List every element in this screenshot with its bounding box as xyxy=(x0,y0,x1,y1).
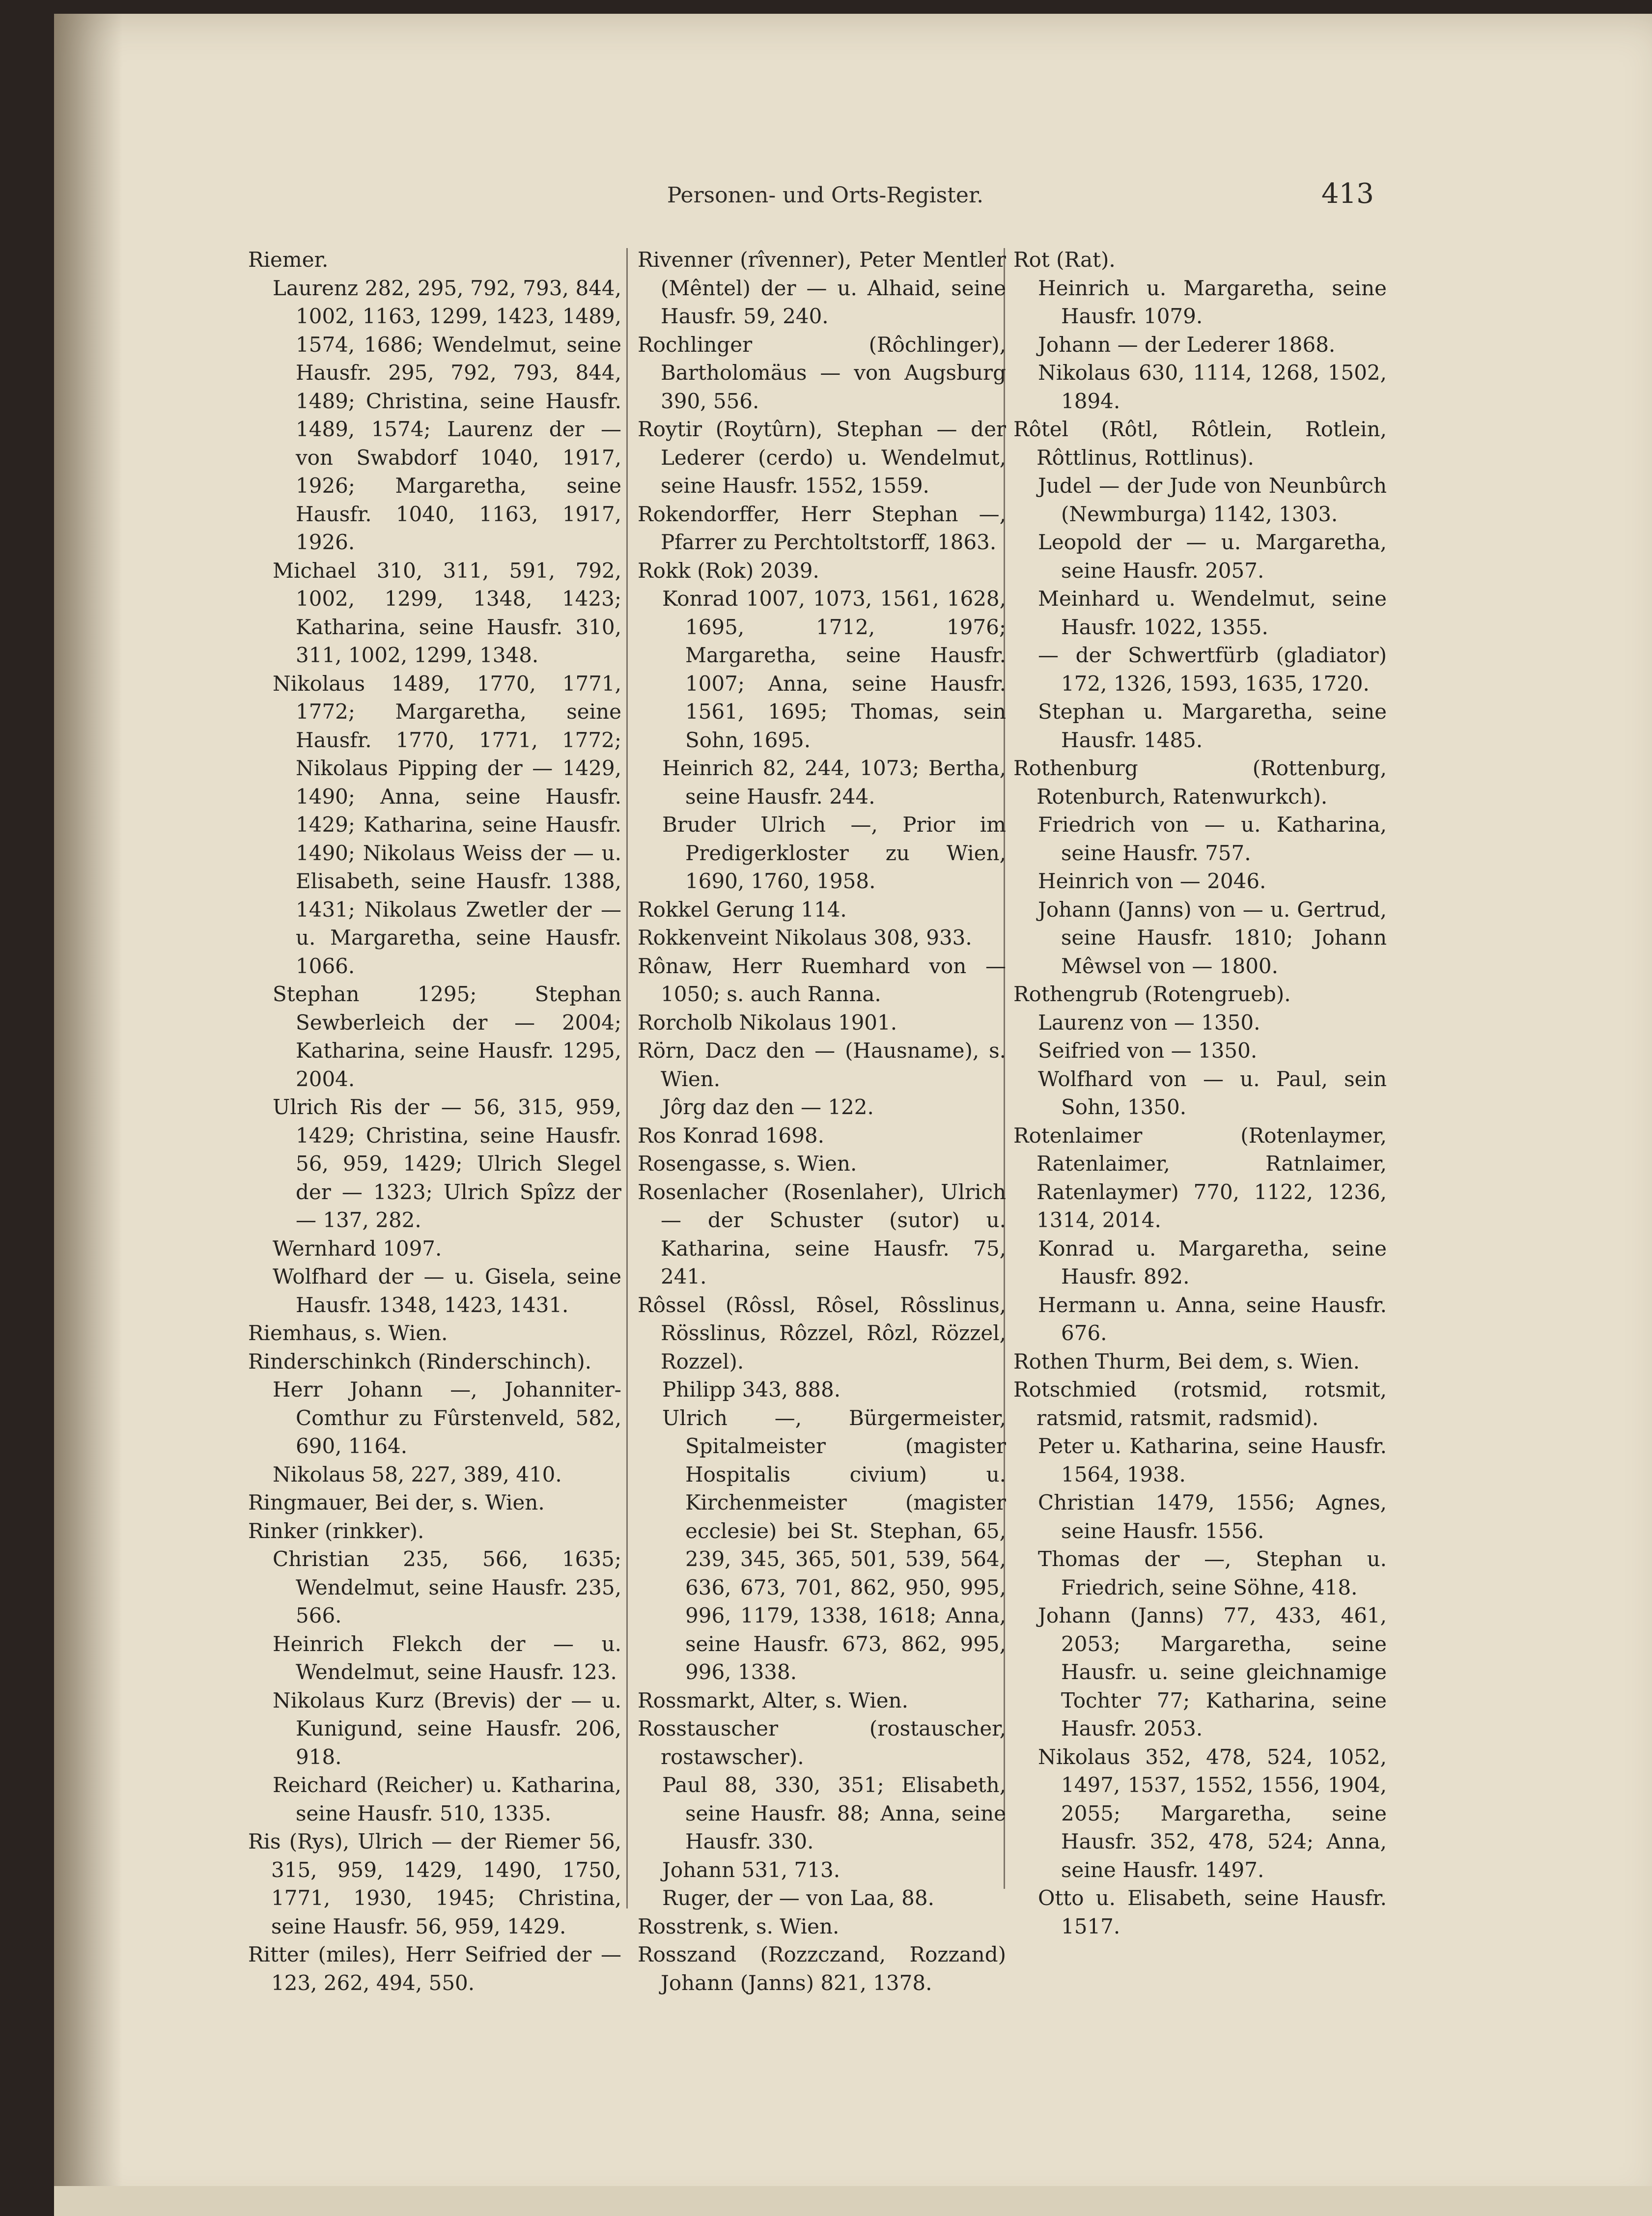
register-subentry: Christian 235, 566, 1635; Wendelmut, seine Hausfr. 235, 566. xyxy=(273,1547,621,1627)
register-subentry: Paul 88, 330, 351; Elisabeth, seine Hausfr. 88; Anna, seine Hausfr. 330. xyxy=(662,1773,1006,1853)
register-subentry: Bruder Ulrich —, Prior im Predigerkloster zu Wien, 1690, 1760, 1958. xyxy=(662,813,1006,893)
register-headword-entry: Riemhaus, s. Wien. xyxy=(248,1321,448,1345)
register-column-1 xyxy=(248,246,621,1997)
register-subentry: Laurenz von — 1350. xyxy=(1038,1010,1260,1035)
register-subentry: Nikolaus 1489, 1770, 1771, 1772; Margaretha, seine Hausfr. 1770, 1771, 1772; Nikolaus Pipping der — 1429, 1490; Anna, seine Hausfr. 1429; Katharina, seine Hausfr. 1490; Nikolaus Weiss der — u. Elisabeth, seine Hausfr. 1388, 1431; Nikolaus Zwetler der — u. Margaretha, seine Hausfr. 1066. xyxy=(273,671,621,978)
register-subentry: Otto u. Elisabeth, seine Hausfr. 1517. xyxy=(1038,1886,1387,1938)
register-headword-entry: Ros Konrad 1698. xyxy=(638,1123,824,1148)
register-subentry: Nikolaus Kurz (Brevis) der — u. Kunigund, seine Hausfr. 206, 918. xyxy=(273,1688,621,1769)
register-subentry: Heinrich 82, 244, 1073; Bertha, seine Hausfr. 244. xyxy=(662,756,1006,809)
register-subentry: — der Schwertfürb (gladiator) 172, 1326, 1593, 1635, 1720. xyxy=(1038,643,1387,696)
register-subentry: Thomas der —, Stephan u. Friedrich, seine Söhne, 418. xyxy=(1038,1547,1387,1599)
register-headword-entry: Rokendorffer, Herr Stephan —, Pfarrer zu Perchtoltstorff, 1863. xyxy=(638,502,1006,554)
register-subentry: Wernhard 1097. xyxy=(273,1236,442,1261)
register-headword-entry: Rothen Thurm, Bei dem, s. Wien. xyxy=(1013,1349,1360,1374)
register-headword-entry: Rosstauscher (rostauscher, rostawscher). xyxy=(638,1716,1006,1769)
register-subentry: Philipp 343, 888. xyxy=(662,1377,841,1402)
register-headword-entry: Rorcholb Nikolaus 1901. xyxy=(638,1010,897,1035)
register-headword-entry: Ringmauer, Bei der, s. Wien. xyxy=(248,1490,545,1515)
register-subentry: Johann (Janns) von — u. Gertrud, seine Hausfr. 1810; Johann Mêwsel von — 1800. xyxy=(1038,897,1387,978)
register-subentry: Jôrg daz den — 122. xyxy=(662,1095,874,1119)
register-subentry: Wolfhard von — u. Paul, sein Sohn, 1350. xyxy=(1038,1066,1387,1119)
register-subentry: Nikolaus 58, 227, 389, 410. xyxy=(273,1462,562,1487)
register-headword-entry: Rinderschinkch (Rinderschinch). xyxy=(248,1349,592,1374)
register-subentry: Hermann u. Anna, seine Hausfr. 676. xyxy=(1038,1292,1387,1345)
register-column-2 xyxy=(638,246,1006,1997)
running-header: Personen- und Orts-Register. xyxy=(667,183,984,208)
register-subentry: Wolfhard der — u. Gisela, seine Hausfr. 1348, 1423, 1431. xyxy=(273,1264,621,1317)
register-subentry: Heinrich Flekch der — u. Wendelmut, seine Hausfr. 123. xyxy=(273,1631,621,1684)
register-subentry: Heinrich u. Margaretha, seine Hausfr. 1079. xyxy=(1038,276,1387,328)
column-rule-left xyxy=(626,248,628,1908)
register-subentry: Michael 310, 311, 591, 792, 1002, 1299, 1348, 1423; Katharina, seine Hausfr. 310, 311, 1002, 1299, 1348. xyxy=(273,558,621,667)
register-subentry: Nikolaus 630, 1114, 1268, 1502, 1894. xyxy=(1038,361,1387,413)
page-bottom-edge xyxy=(54,2186,1652,2216)
register-subentry: Laurenz 282, 295, 792, 793, 844, 1002, 1163, 1299, 1423, 1489, 1574, 1686; Wendelmut, seine Hausfr. 295, 792, 793, 844, 1489; Christina, seine Hausfr. 1489, 1574; Laurenz der — von Swabdorf 1040, 1917, 1926; Margaretha, seine Hausfr. 1040, 1163, 1917, 1926. xyxy=(273,276,621,554)
register-subentry: Peter u. Katharina, seine Hausfr. 1564, 1938. xyxy=(1038,1434,1387,1487)
page-gutter-shadow xyxy=(54,14,123,2216)
register-headword-entry: Rôtel (Rôtl, Rôtlein, Rotlein, Rôttlinus, Rottlinus). xyxy=(1013,417,1387,470)
register-headword-entry: Rothenburg (Rottenburg, Rotenburch, Ratenwurkch). xyxy=(1013,756,1387,809)
register-subentry: Leopold der — u. Margaretha, seine Hausfr. 2057. xyxy=(1038,530,1387,583)
register-subentry: Judel — der Jude von Neunbûrch (Newmburga) 1142, 1303. xyxy=(1038,474,1387,526)
register-subentry: Stephan u. Margaretha, seine Hausfr. 1485. xyxy=(1038,700,1387,752)
register-headword-entry: Ritter (miles), Herr Seifried der — 123, 262, 494, 550. xyxy=(248,1942,621,1995)
register-headword-entry: Riemer. xyxy=(248,248,329,272)
register-subentry: Meinhard u. Wendelmut, seine Hausfr. 1022, 1355. xyxy=(1038,587,1387,639)
register-subentry: Seifried von — 1350. xyxy=(1038,1038,1258,1063)
register-headword-entry: Rotenlaimer (Rotenlaymer, Ratenlaimer, Ratnlaimer, Ratenlaymer) 770, 1122, 1236, 1314, 2014. xyxy=(1013,1123,1387,1232)
page-number: 413 xyxy=(1321,178,1374,210)
register-headword-entry: Rivenner (rîvenner), Peter Mentler (Mêntel) der — u. Alhaid, seine Hausfr. 59, 240. xyxy=(638,248,1006,328)
register-subentry: Nikolaus 352, 478, 524, 1052, 1497, 1537, 1552, 1556, 1904, 2055; Margaretha, seine Hausfr. 352, 478, 524; Anna, seine Hausfr. 1497. xyxy=(1038,1744,1387,1882)
register-headword-entry: Rothengrub (Rotengrueb). xyxy=(1013,982,1291,1006)
register-subentry: Ulrich —, Bürgermeister, Spitalmeister (magister Hospitalis civium) u. Kirchenmeister (magister ecclesie) bei St. Stephan, 65, 239, 345, 365, 501, 539, 564, 636, 673, 701, 862, 950, 995, 996, 1179, 1338, 1618; Anna, seine Hausfr. 673, 862, 995, 996, 1338. xyxy=(662,1405,1006,1684)
register-subentry: Johann (Janns) 77, 433, 461, 2053; Margaretha, seine Hausfr. u. seine gleichnamige Tochter 77; Katharina, seine Hausfr. 2053. xyxy=(1038,1603,1387,1740)
register-headword-entry: Rinker (rinkker). xyxy=(248,1518,424,1543)
register-subentry: Stephan 1295; Stephan Sewberleich der — 2004; Katharina, seine Hausfr. 1295, 2004. xyxy=(273,982,621,1091)
register-headword-entry: Rônaw, Herr Ruemhard von — 1050; s. auch Ranna. xyxy=(638,954,1006,1006)
register-subentry: Ruger, der — von Laa, 88. xyxy=(662,1886,934,1910)
register-subentry: Konrad 1007, 1073, 1561, 1628, 1695, 1712, 1976; Margaretha, seine Hausfr. 1007; Anna, seine Hausfr. 1561, 1695; Thomas, sein Sohn, 1695. xyxy=(662,587,1006,752)
register-headword-entry: Rosstrenk, s. Wien. xyxy=(638,1914,840,1938)
register-headword-entry: Rot (Rat). xyxy=(1013,248,1116,272)
register-headword-entry: Rochlinger (Rôchlinger), Bartholomäus — von Augsburg 390, 556. xyxy=(638,332,1006,413)
register-subentry: Christian 1479, 1556; Agnes, seine Hausfr. 1556. xyxy=(1038,1490,1387,1543)
register-subentry: Johann — der Lederer 1868. xyxy=(1038,332,1336,357)
register-subentry: Friedrich von — u. Katharina, seine Hausfr. 757. xyxy=(1038,813,1387,865)
register-headword-entry: Rokkenveint Nikolaus 308, 933. xyxy=(638,926,972,950)
register-subentry: Konrad u. Margaretha, seine Hausfr. 892. xyxy=(1038,1236,1387,1289)
register-subentry: Herr Johann —, Johanniter-Comthur zu Fûrstenveld, 582, 690, 1164. xyxy=(273,1377,621,1458)
register-headword-entry: Ris (Rys), Ulrich — der Riemer 56, 315, 959, 1429, 1490, 1750, 1771, 1930, 1945; Christina, seine Hausfr. 56, 959, 1429. xyxy=(248,1829,621,1938)
register-subentry: Ulrich Ris der — 56, 315, 959, 1429; Christina, seine Hausfr. 56, 959, 1429; Ulrich Slegel der — 1323; Ulrich Spîzz der — 137, 282. xyxy=(273,1095,621,1232)
register-headword-entry: Rokkel Gerung 114. xyxy=(638,897,847,922)
register-headword-entry: Rosenlacher (Rosenlaher), Ulrich — der Schuster (sutor) u. Katharina, seine Hausfr. 75, 241. xyxy=(638,1179,1006,1289)
register-headword-entry: Roytir (Roytûrn), Stephan — der Lederer (cerdo) u. Wendelmut, seine Hausfr. 1552, 1559. xyxy=(638,417,1006,498)
register-subentry: Heinrich von — 2046. xyxy=(1038,869,1266,893)
register-headword-entry: Rotschmied (rotsmid, rotsmit, ratsmid, ratsmit, radsmid). xyxy=(1013,1377,1387,1430)
register-column-3 xyxy=(1013,246,1387,1940)
register-headword-entry: Rörn, Dacz den — (Hausname), s. Wien. xyxy=(638,1038,1006,1091)
register-headword-entry: Rokk (Rok) 2039. xyxy=(638,558,819,583)
register-headword-entry: Rossmarkt, Alter, s. Wien. xyxy=(638,1688,909,1712)
register-headword-entry: Rosengasse, s. Wien. xyxy=(638,1151,857,1176)
register-headword-entry: Rôssel (Rôssl, Rôsel, Rôsslinus, Rösslinus, Rôzzel, Rôzl, Rözzel, Rozzel). xyxy=(638,1292,1006,1374)
register-subentry: Reichard (Reicher) u. Katharina, seine Hausfr. 510, 1335. xyxy=(273,1773,621,1825)
register-subentry: Johann 531, 713. xyxy=(662,1857,840,1882)
register-headword-entry: Rosszand (Rozzczand, Rozzand) Johann (Janns) 821, 1378. xyxy=(638,1942,1006,1995)
